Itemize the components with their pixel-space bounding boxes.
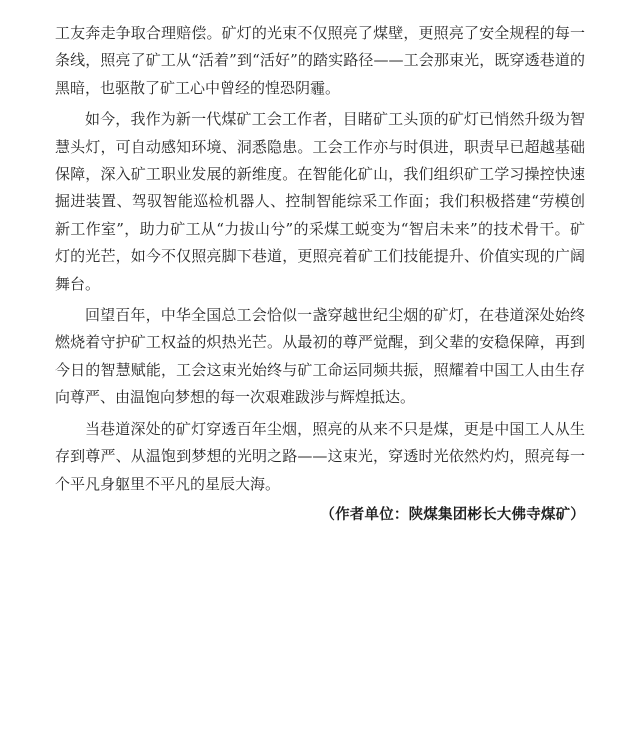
paragraph-3: 回望百年，中华全国总工会恰似一盏穿越世纪尘烟的矿灯，在巷道深处始终燃烧着守护矿工权益的炽热光芒。从最初的尊严觉醒，到父辈的安稳保障，再到今日的智慧赋能，工会这束光始终与矿工命运同频共振，照耀着中国工人由生存向尊严、由温饱向梦想的每一次艰难跋涉与辉煌抵达。 (55, 306, 585, 407)
article-body (55, 20, 585, 529)
author-affiliation: （作者单位：陕煤集团彬长大佛寺煤矿） (320, 506, 585, 523)
paragraph-4: 当巷道深处的矿灯穿透百年尘烟，照亮的从来不只是煤，更是中国工人从生存到尊严、从温饱到梦想的光明之路——这束光，穿透时光依然灼灼，照亮每一个平凡身躯里不平凡的星辰大海。 (55, 419, 585, 493)
paragraph-2: 如今，我作为新一代煤矿工会工作者，目睹矿工头顶的矿灯已悄然升级为智慧头灯，可自动感知环境、洞悉隐患。工会工作亦与时俱进，职责早已超越基础保障，深入矿工职业发展的新维度。在智能化矿山，我们组织矿工学习操控快速掘进装置、驾驭智能巡检机器人、控制智能综采工作面；我们积极搭建“劳模创新工作室”，助力矿工从“力拔山兮”的采煤工蜕变为“智启未来”的技术骨干。矿灯的光芒，如今不仅照亮脚下巷道，更照亮着矿工们技能提升、价值实现的广阔舞台。 (55, 110, 585, 293)
paragraph-1: 工友奔走争取合理赔偿。矿灯的光束不仅照亮了煤壁，更照亮了安全规程的每一条线，照亮了矿工从“活着”到“活好”的踏实路径——工会那束光，既穿透巷道的黑暗，也驱散了矿工心中曾经的惶恐阴霾。 (55, 24, 585, 97)
